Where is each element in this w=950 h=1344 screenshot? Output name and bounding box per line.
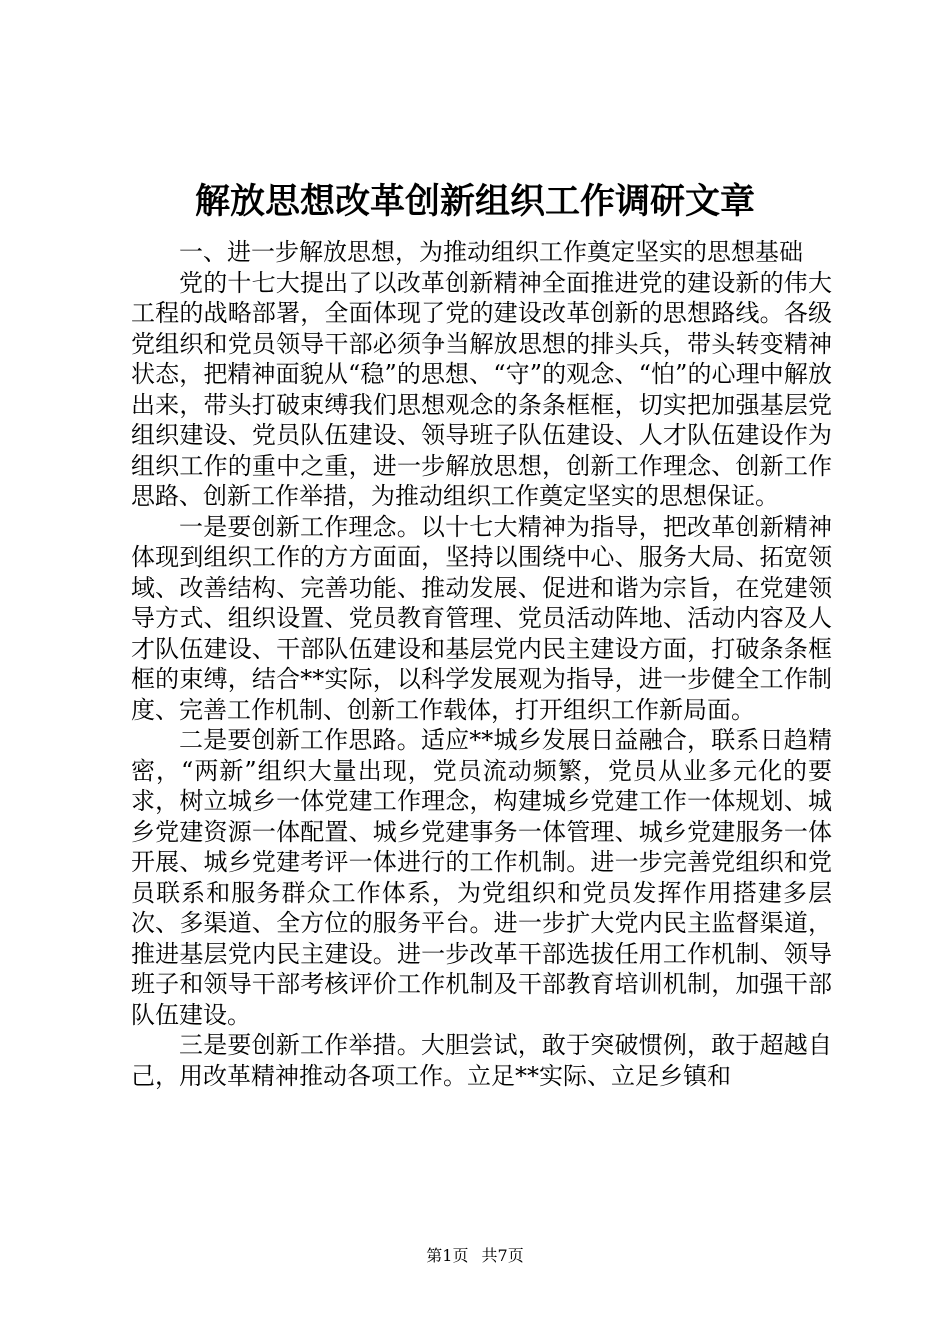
- body-paragraph: 一是要创新工作理念。以十七大精神为指导，把改革创新精神体现到组织工作的方方面面，坚持以围绕中心、服务大局、拓宽领域、改善结构、完善功能、推动发展、促进和谐为宗旨，在党建领导方式、组织设置、党员教育管理、党员活动阵地、活动内容及人才队伍建设、干部队伍建设和基层党内民主建设方面，打破条条框框的束缚，结合**实际，以科学发展观为指导，进一步健全工作制度、完善工作机制、创新工作载体，打开组织工作新局面。: [131, 512, 832, 724]
- page-number: 第1页: [426, 1246, 469, 1265]
- body-paragraph: 党的十七大提出了以改革创新精神全面推进党的建设新的伟大工程的战略部署，全面体现了党的建设改革创新的思想路线。各级党组织和党员领导干部必须争当解放思想的排头兵，带头转变精神状态，把精神面貌从“稳”的思想、“守”的观念、“怕”的心理中解放出来，带头打破束缚我们思想观念的条条框框，切实把加强基层党组织建设、党员队伍建设、领导班子队伍建设、人才队伍建设作为组织工作的重中之重，进一步解放思想，创新工作理念、创新工作思路、创新工作举措，为推动组织工作奠定坚实的思想保证。: [131, 268, 832, 510]
- page-total: 共7页: [481, 1246, 524, 1265]
- section-heading: 一、进一步解放思想，为推动组织工作奠定坚实的思想基础: [179, 238, 803, 266]
- document-title: 解放思想改革创新组织工作调研文章: [194, 181, 755, 222]
- document-body: [131, 237, 832, 1091]
- body-paragraph: 二是要创新工作思路。适应**城乡发展日益融合，联系日趋精密，“两新”组织大量出现，党员流动频繁，党员从业多元化的要求，树立城乡一体党建工作理念，构建城乡党建工作一体规划、城乡党建资源一体配置、城乡党建事务一体管理、城乡党建服务一体开展、城乡党建考评一体进行的工作机制。进一步完善党组织和党员联系和服务群众工作体系，为党组织和党员发挥作用搭建多层次、多渠道、全方位的服务平台。进一步扩大党内民主监督渠道，推进基层党内民主建设。进一步改革干部选拔任用工作机制、领导班子和领导干部考核评价工作机制及干部教育培训机制，加强干部队伍建设。: [131, 726, 832, 1029]
- page-footer: [0, 1243, 950, 1266]
- body-paragraph: 三是要创新工作举措。大胆尝试，敢于突破惯例，敢于超越自己，用改革精神推动各项工作。立足**实际、立足乡镇和: [131, 1031, 832, 1090]
